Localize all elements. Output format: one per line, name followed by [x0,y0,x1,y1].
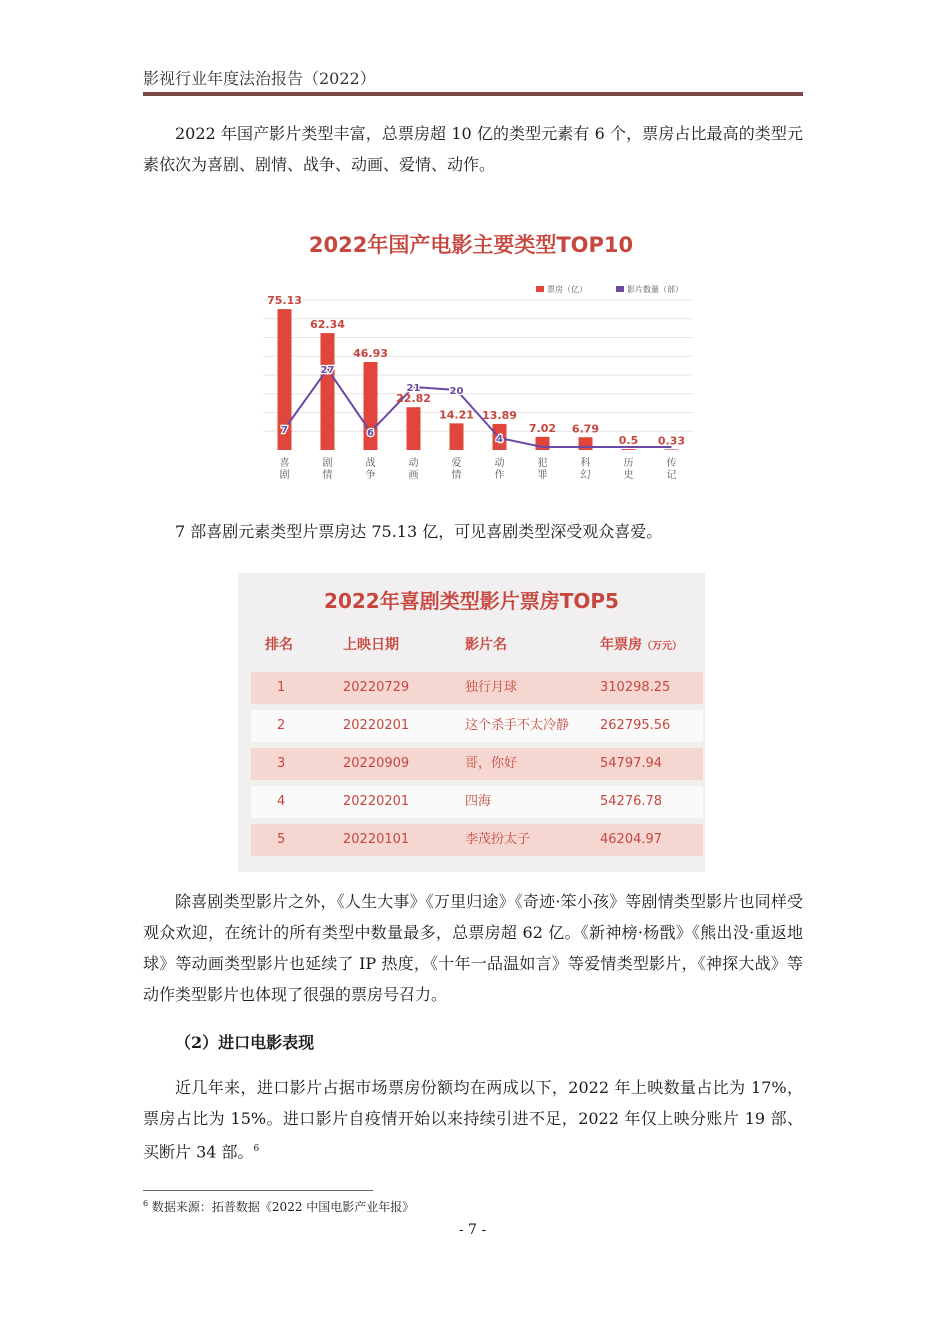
bar-value-label: 14.21 [439,408,474,422]
row-title: 独行月球 [465,680,518,695]
row-rank: 1 [277,680,286,695]
count-label: 21 [406,383,421,394]
header-date: 上映日期 [343,637,399,653]
category-label-char: 科 [580,458,591,469]
row-rank: 3 [277,756,286,771]
paragraph-imports-text: 近几年来，进口影片占据市场票房份额均在两成以下，2022 年上映数量占比为 17%，票房占比为 15%。进口影片自疫情开始以来持续引进不足，2022 年仅上映分账片 19 部、买断片 34 部。 [143,1078,803,1162]
count-label: 20 [449,386,464,397]
header-box-office-label: 年票房 [600,637,642,653]
category-label-char: 犯 [537,458,548,469]
category-label-char: 争 [365,470,376,481]
bar-value-label: 6.79 [571,422,600,436]
row-box-office: 310298.25 [600,680,671,695]
count-label: 6 [367,428,374,439]
row-rank: 5 [277,832,286,847]
bar-科幻 [579,437,593,450]
row-date: 20220729 [343,680,410,695]
row-box-office: 262795.56 [600,718,671,733]
category-label-char: 战 [365,458,376,469]
row-rank: 2 [277,718,286,733]
footnote [143,1198,414,1215]
bar-动画 [407,407,421,450]
category-label-char: 幻 [580,470,591,481]
footnote-rule [143,1190,373,1191]
bar-犯罪 [536,437,550,450]
legend-swatch-film-count [616,286,624,292]
category-label-char: 画 [408,470,419,481]
legend-label-film-count: 影片数量（部） [627,285,683,294]
bar-value-label: 7.02 [528,421,557,435]
table-row [251,672,703,704]
header-rank: 排名 [265,637,293,653]
table-row [251,786,703,818]
bar-value-label: 62.34 [310,318,345,332]
header-title: 影片名 [465,637,507,653]
footnote-ref[interactable]: 6 [253,1144,260,1154]
category-label-char: 史 [623,470,634,481]
category-label-char: 动 [408,458,419,469]
legend-label-box-office: 票房（亿） [547,285,587,294]
bar-value-label: 0.33 [657,434,686,448]
paragraph-genres: 2022 年国产影片类型丰富，总票房超 10 亿的类型元素有 6 个，票房占比最高的类型元素依次为喜剧、剧情、战争、动画、爱情、动作。 [143,124,803,174]
category-label-char: 传 [666,458,677,469]
row-box-office: 54276.78 [600,794,663,809]
category-label-char: 喜 [279,458,290,469]
category-label-char: 剧 [279,470,290,481]
category-label-char: 情 [451,470,462,481]
row-title: 这个杀手不太冷静 [465,718,570,733]
bar-剧情 [321,333,335,450]
count-label: 7 [281,425,288,436]
section-heading: （2）进口电影表现 [175,1033,315,1052]
table-title: 2022年喜剧类型影片票房TOP5 [324,589,619,613]
bar-value-label: 0.5 [618,434,639,448]
category-label-char: 罪 [537,470,548,481]
row-box-office: 46204.97 [600,832,663,847]
row-date: 20220201 [343,794,410,809]
legend-swatch-box-office [536,286,544,292]
count-label: 27 [320,365,335,376]
bar-value-label: 22.82 [396,392,431,406]
row-title: 哥，你好 [465,756,518,771]
chart-title: 2022年国产电影主要类型TOP10 [308,233,634,257]
category-label-char: 剧 [322,458,333,469]
category-label-char: 作 [494,470,505,481]
table-header-row [251,632,691,658]
bar-value-label: 13.89 [482,408,517,422]
bar-历史 [622,449,636,450]
row-rank: 4 [277,794,286,809]
paragraph-comedy: 7 部喜剧元素类型片票房达 75.13 亿，可见喜剧类型深受观众喜爱。 [175,522,663,541]
row-date: 20220909 [343,756,410,771]
header-rule [143,92,803,96]
bar-爱情 [450,423,464,450]
table-row [251,748,703,780]
header-box-office-unit: （万元） [642,641,682,652]
footnote-number: 6 [143,1199,149,1208]
page-number: - 7 - [458,1222,487,1238]
row-date: 20220201 [343,718,410,733]
category-label-char: 记 [666,470,677,481]
category-label-char: 历 [623,458,634,469]
count-label: 4 [496,434,503,445]
header-box-office [600,632,682,660]
table-row [251,710,703,742]
paragraph-drama: 除喜剧类型影片之外，《人生大事》《万里归途》《奇迹·笨小孩》等剧情类型影片也同样受观众欢迎，在统计的所有类型中数量最多，总票房超 62 亿。《新神榜·杨戬》《熊出没·重返地球》等动画类型影片也延续了 IP 热度，《十年一品温如言》等爱情类型影片，《神探大战》等动作类型影片也体现了很强的票房号召力。 [143,892,803,1004]
bar-value-label: 75.13 [267,294,302,308]
category-label-char: 情 [322,470,333,481]
footnote-text: 数据来源：拓普数据《2022 中国电影产业年报》 [151,1200,415,1214]
row-title: 四海 [465,794,492,809]
table-row [251,824,703,856]
category-label-char: 动 [494,458,505,469]
bar-value-label: 46.93 [353,347,388,361]
row-box-office: 54797.94 [600,756,663,771]
category-label-char: 爱 [451,458,462,469]
paragraph-imports [143,1072,803,1167]
genre-box-office-chart [238,198,708,490]
row-title: 李茂扮太子 [465,832,531,847]
row-date: 20220101 [343,832,410,847]
running-header: 影视行业年度法治报告（2022） [143,69,376,88]
bar-传记 [665,449,679,450]
